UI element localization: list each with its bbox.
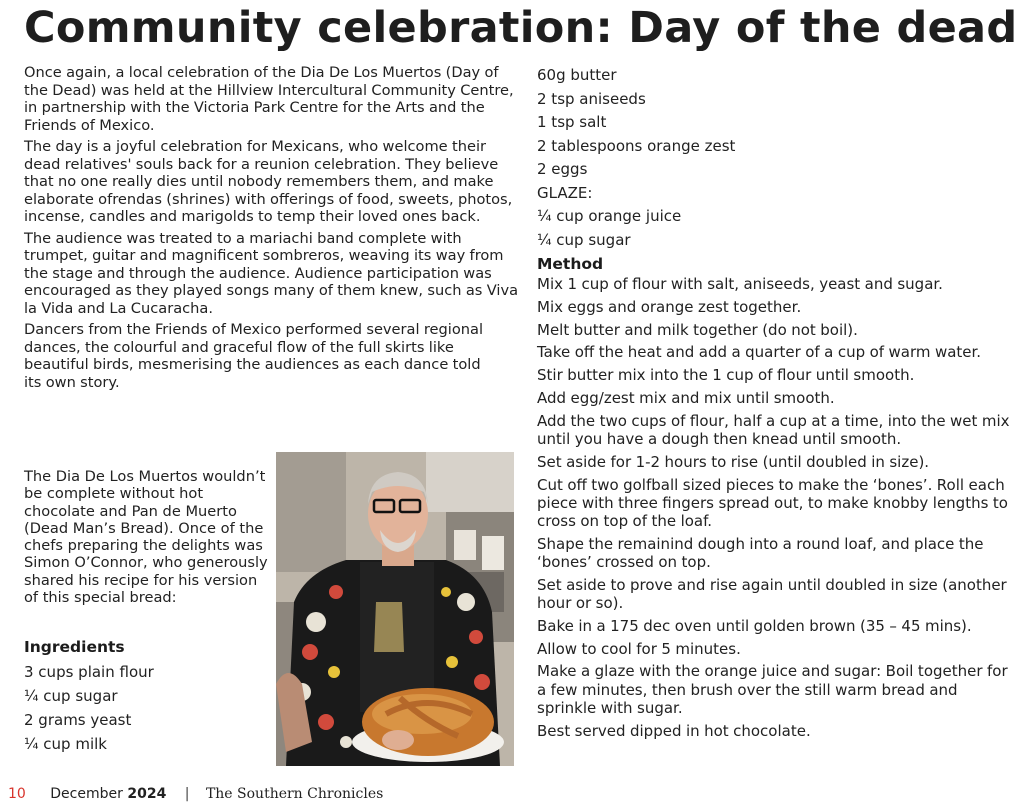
intro-paragraph: Dancers from the Friends of Mexico performed several regional dances, the colourful and graceful flow of the full skirts like beautiful birds, mesmerising the audiences as each dance told its own story. [24, 321, 484, 391]
ingredient-item: 1 tsp salt [537, 113, 607, 131]
page-number: 10 [8, 786, 26, 802]
issue-month: December [50, 786, 123, 802]
chef-intro [24, 468, 270, 606]
ingredients-list-left [24, 660, 154, 756]
method-step: Bake in a 175 dec oven until golden brown (35 – 45 mins). [537, 616, 972, 635]
method-step: Mix 1 cup of flour with salt, aniseeds, yeast and sugar. [537, 275, 943, 293]
method-step: Shape the remainind dough into a round loaf, and place the ‘bones’ crossed on top. [537, 534, 984, 571]
ingredient-item: ¼ cup orange juice [537, 207, 682, 225]
chef-paragraph: The Dia De Los Muertos wouldn’t be complete without hot chocolate and Pan de Muerto (Dead Man’s Bread). Once of the chefs preparing the delights was Simon O’Connor, who generously shared his recipe for his version of this special bread: [24, 468, 268, 607]
method-step: Best served dipped in hot chocolate. [537, 721, 811, 740]
chef-photo [276, 452, 514, 766]
method-step: Melt butter and milk together (do not boil). [537, 320, 858, 339]
intro-column [24, 64, 520, 395]
ingredient-item: 2 tablespoons orange zest [537, 136, 736, 155]
publication-name: The Southern Chronicles [205, 786, 384, 802]
intro-paragraph: The audience was treated to a mariachi band complete with trumpet, guitar and magnificent sombreros, weaving its way from the stage and through the audience. Audience participation was encouraged as they played songs many of them knew, such as Viva la Vida and La Cucaracha. [24, 229, 519, 317]
ingredient-item: ¼ cup sugar [24, 687, 118, 705]
ingredient-item: ¼ cup sugar [537, 230, 631, 249]
method-step: Add egg/zest mix and mix until smooth. [537, 388, 835, 407]
ingredient-item: 2 eggs [537, 160, 588, 178]
ingredient-item: ¼ cup milk [24, 735, 107, 753]
method-step: Allow to cool for 5 minutes. [537, 639, 741, 658]
intro-paragraph: The day is a joyful celebration for Mexicans, who welcome their dead relatives' souls back for a reunion celebration. They believe that no one really dies until nobody remembers them, and make elaborate ofrendas (shrines) with offerings of food, sweets, photos, incense, candles and marigolds to temp their loved ones back. [24, 138, 513, 225]
method-step: Stir butter mix into the 1 cup of flour until smooth. [537, 366, 915, 385]
ingredients-heading: Ingredients [24, 638, 125, 656]
footer-separator: | [184, 786, 190, 802]
method-step: Take off the heat and add a quarter of a cup of warm water. [537, 343, 982, 362]
method-steps [537, 275, 1021, 740]
method-step: Make a glaze with the orange juice and sugar: Boil together for a few minutes, then brush over the still warm bread and sprinkle with sugar. [537, 662, 1008, 717]
ingredient-item: 2 tsp aniseeds [537, 89, 646, 108]
issue-year: 2024 [127, 786, 167, 802]
intro-paragraph: Once again, a local celebration of the Dia De Los Muertos (Day of the Dead) was held at the Hillview Intercultural Community Centre, in partnership with the Victoria Park Centre for the Arts and the Friends of Mexico. [24, 64, 514, 134]
method-step: Set aside to prove and rise again until doubled in size (another hour or so). [537, 575, 1007, 612]
page-footer [8, 785, 383, 803]
chef-photo-illustration [276, 452, 514, 766]
ingredient-item: 3 cups plain flour [24, 663, 154, 681]
ingredients-list-right [537, 64, 1021, 252]
article-title: Community celebration: Day of the dead [24, 3, 1018, 53]
ingredient-item: 60g butter [537, 66, 617, 84]
method-step: Set aside for 1-2 hours to rise (until doubled in size). [537, 452, 930, 471]
method-step: Mix eggs and orange zest together. [537, 297, 802, 316]
ingredient-item: 2 grams yeast [24, 711, 132, 729]
method-heading: Method [537, 255, 604, 273]
method-step: Cut off two golfball sized pieces to make the ‘bones’. Roll each piece with three fingers spread out, to make knobby lengths to cross on top of the loaf. [537, 475, 1008, 530]
recipe-column [537, 64, 1021, 744]
glaze-subheading: GLAZE: [537, 183, 593, 202]
method-step: Add the two cups of flour, half a cup at a time, into the wet mix until you have a dough then knead until smooth. [537, 411, 1010, 448]
